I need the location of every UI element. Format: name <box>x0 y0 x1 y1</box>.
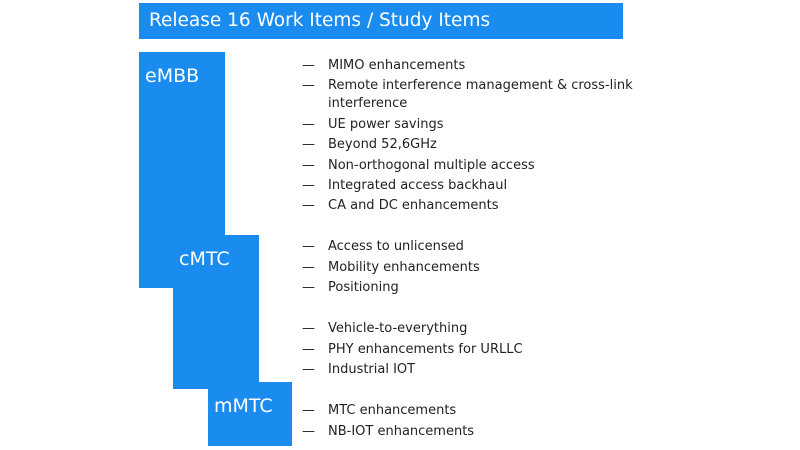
list-item <box>302 259 702 277</box>
list-item <box>302 341 702 359</box>
slide-title: Release 16 Work Items / Study Items <box>149 10 491 31</box>
dash-marker: — <box>302 260 315 275</box>
list-item-text: MIMO enhancements <box>328 58 466 73</box>
dash-marker: — <box>302 137 315 152</box>
list-item-text: Non-orthogonal multiple access <box>328 158 535 173</box>
embb-label: eMBB <box>145 65 200 87</box>
dash-marker: — <box>302 58 315 73</box>
dash-marker: — <box>302 198 315 213</box>
list-item-text: MTC enhancements <box>328 403 457 418</box>
list-item <box>302 157 702 175</box>
dash-marker: — <box>302 117 315 132</box>
list-item <box>302 423 702 441</box>
list-item-text: Beyond 52,6GHz <box>328 137 437 152</box>
list-item <box>302 320 702 338</box>
list-item <box>302 197 702 215</box>
mmtc-block <box>208 382 292 446</box>
list-item <box>302 361 702 379</box>
list-item-text: Positioning <box>328 280 399 295</box>
dash-marker: — <box>302 342 315 357</box>
list-item-text: Mobility enhancements <box>328 260 480 275</box>
cmtc-block <box>173 235 259 389</box>
list-item-text: Integrated access backhaul <box>328 178 508 193</box>
list-item-text: UE power savings <box>328 117 444 132</box>
list-item <box>302 402 702 420</box>
list-item-text: CA and DC enhancements <box>328 198 499 213</box>
dash-marker: — <box>302 239 315 254</box>
title-bar <box>139 3 623 39</box>
dash-marker: — <box>302 362 315 377</box>
list-item <box>302 279 702 297</box>
list-item-text: Remote interference management & cross-link interference <box>328 78 633 111</box>
mmtc-label: mMTC <box>214 395 273 417</box>
list-item <box>302 238 702 256</box>
list-item <box>302 116 702 134</box>
list-item <box>302 77 702 113</box>
list-item-text: PHY enhancements for URLLC <box>328 342 523 357</box>
list-item-text: NB-IOT enhancements <box>328 424 475 439</box>
dash-marker: — <box>302 321 315 336</box>
dash-marker: — <box>302 280 315 295</box>
dash-marker: — <box>302 78 315 93</box>
dash-marker: — <box>302 178 315 193</box>
list-item <box>302 57 702 75</box>
list-item-text: Access to unlicensed <box>328 239 464 254</box>
cmtc-label: cMTC <box>179 248 230 270</box>
dash-marker: — <box>302 158 315 173</box>
list-item-text: Vehicle-to-everything <box>328 321 468 336</box>
list-item <box>302 136 702 154</box>
dash-marker: — <box>302 403 315 418</box>
dash-marker: — <box>302 424 315 439</box>
list-item-text: Industrial IOT <box>328 362 416 377</box>
list-item <box>302 177 702 195</box>
